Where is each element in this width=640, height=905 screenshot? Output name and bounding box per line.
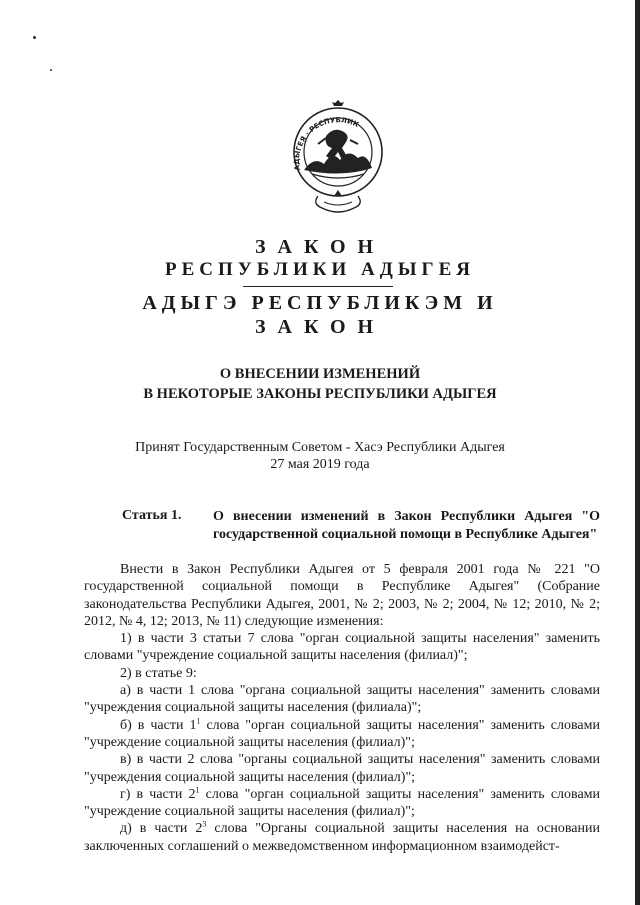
paragraph-text: г) в части 2 — [120, 786, 196, 802]
header-divider — [243, 286, 393, 287]
law-title-line-1: О ВНЕСЕНИИ ИЗМЕНЕНИЙ — [219, 366, 421, 382]
law-type-ady: ЗАКОН — [254, 316, 386, 338]
seal-ring-text: АДЫГЕЯ · РЕСПУБЛИК — [292, 116, 361, 172]
article-title: О внесении изменений в Закон Республики Адыгея "О государственной социальной помощи в Республике Адыгея" — [213, 509, 600, 542]
paragraph-text: д) в части 2 — [120, 821, 203, 837]
scan-speck — [50, 69, 52, 71]
republic-name-ru: РЕСПУБЛИКИ АДЫГЕЯ — [165, 259, 475, 280]
paragraph — [84, 820, 600, 855]
superscript: 1 — [195, 785, 200, 795]
coat-of-arms-emblem — [278, 100, 398, 232]
paragraph: 1) в части 3 статьи 7 слова "орган социальной защиты населения" заменить словами "учреждение социальной защиты населения (филиал)"; — [84, 631, 600, 664]
paragraph: а) в части 1 слова "органа социальной защиты населения" заменить словами "учреждения социальной защиты населения (филиала)"; — [84, 683, 600, 716]
republic-name-ady: АДЫГЭ РЕСПУБЛИКЭМ И — [142, 292, 498, 314]
paragraph-text: слова "орган социальной защиты населения" заменить словами "учреждение социальной защиты населения (филиал)"; — [84, 717, 600, 750]
superscript: 1 — [196, 716, 201, 726]
superscript: 3 — [202, 819, 207, 829]
paragraph: 2) в статье 9: — [120, 665, 197, 681]
scan-speck — [33, 36, 36, 39]
paragraph: Внести в Закон Республики Адыгея от 5 февраля 2001 года № 221 "О государственной социальной помощи в Республике Адыгея" (Собрание законодательства Республики Адыгея, 2001, № 2; 2003, № 2; 2004, № 12; 2010, № 2; 2012, № 4, 12; 2013, № 11) следующие изменения: — [84, 562, 600, 629]
law-title-line-2: В НЕКОТОРЫЕ ЗАКОНЫ РЕСПУБЛИКИ АДЫГЕЯ — [143, 386, 497, 402]
paragraph-text: б) в части 1 — [120, 717, 197, 733]
adoption-body: Принят Государственным Советом - Хасэ Республики Адыгея — [135, 440, 505, 455]
article-label: Статья 1. — [122, 508, 182, 523]
paragraph-text: слова "Органы социальной защиты населения на основании заключенных соглашений о межведомственном информационном взаимодейст- — [84, 821, 600, 854]
law-type-ru: ЗАКОН — [254, 236, 386, 258]
paragraph-text: слова "орган социальной защиты населения" заменить словами "учреждение социальной защиты населения (филиал)"; — [84, 786, 601, 820]
adoption-date: 27 мая 2019 года — [270, 457, 370, 472]
paragraph — [84, 717, 600, 752]
paragraph — [84, 786, 600, 821]
article-body — [84, 561, 600, 855]
paragraph: в) в части 2 слова "органы социальной защиты населения" заменить словами "учреждения социальной защиты населения (филиал)"; — [84, 752, 600, 785]
